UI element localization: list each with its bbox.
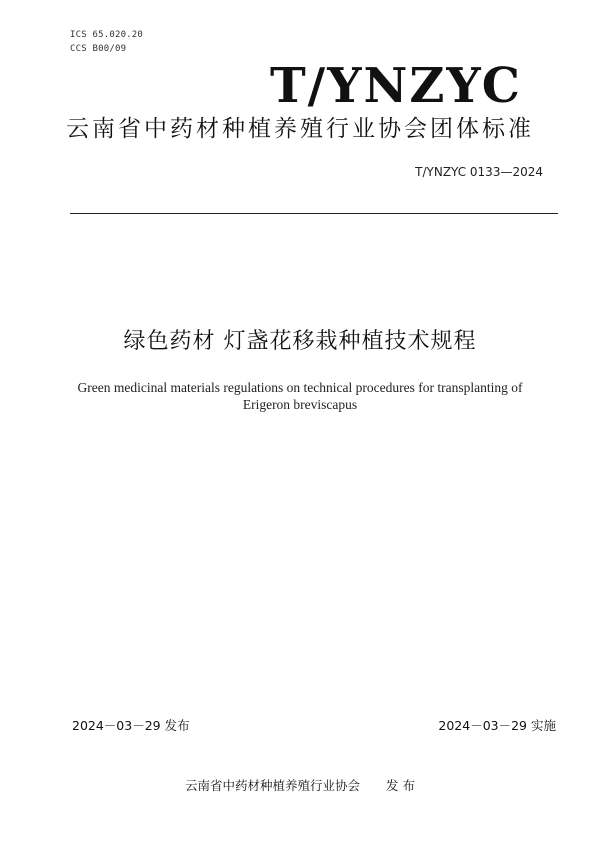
document-title-english-line1: Green medicinal materials regulations on technical procedures for transplanting of bbox=[77, 380, 523, 395]
header-divider bbox=[70, 213, 558, 214]
ccs-code: CCS B00/09 bbox=[70, 44, 127, 54]
publish-date: 2024－03－29 发布 bbox=[72, 718, 190, 733]
publisher-line bbox=[0, 776, 600, 794]
document-title-chinese: 绿色药材 灯盏花移栽种植技术规程 bbox=[123, 329, 477, 354]
publisher-name: 云南省中药材种植养殖行业协会 bbox=[185, 778, 361, 793]
implement-date: 2024－03－29 实施 bbox=[438, 718, 556, 733]
standard-logo: T/YNZYC bbox=[269, 58, 522, 114]
organization-title: 云南省中药材种植养殖行业协会团体标准 bbox=[66, 116, 534, 142]
publish-word: 发 布 bbox=[386, 778, 415, 793]
document-title-english-line2: Erigeron breviscapus bbox=[242, 397, 358, 412]
ics-code: ICS 65.020.20 bbox=[70, 30, 144, 40]
standard-number: T/YNZYC 0133—2024 bbox=[415, 165, 543, 179]
